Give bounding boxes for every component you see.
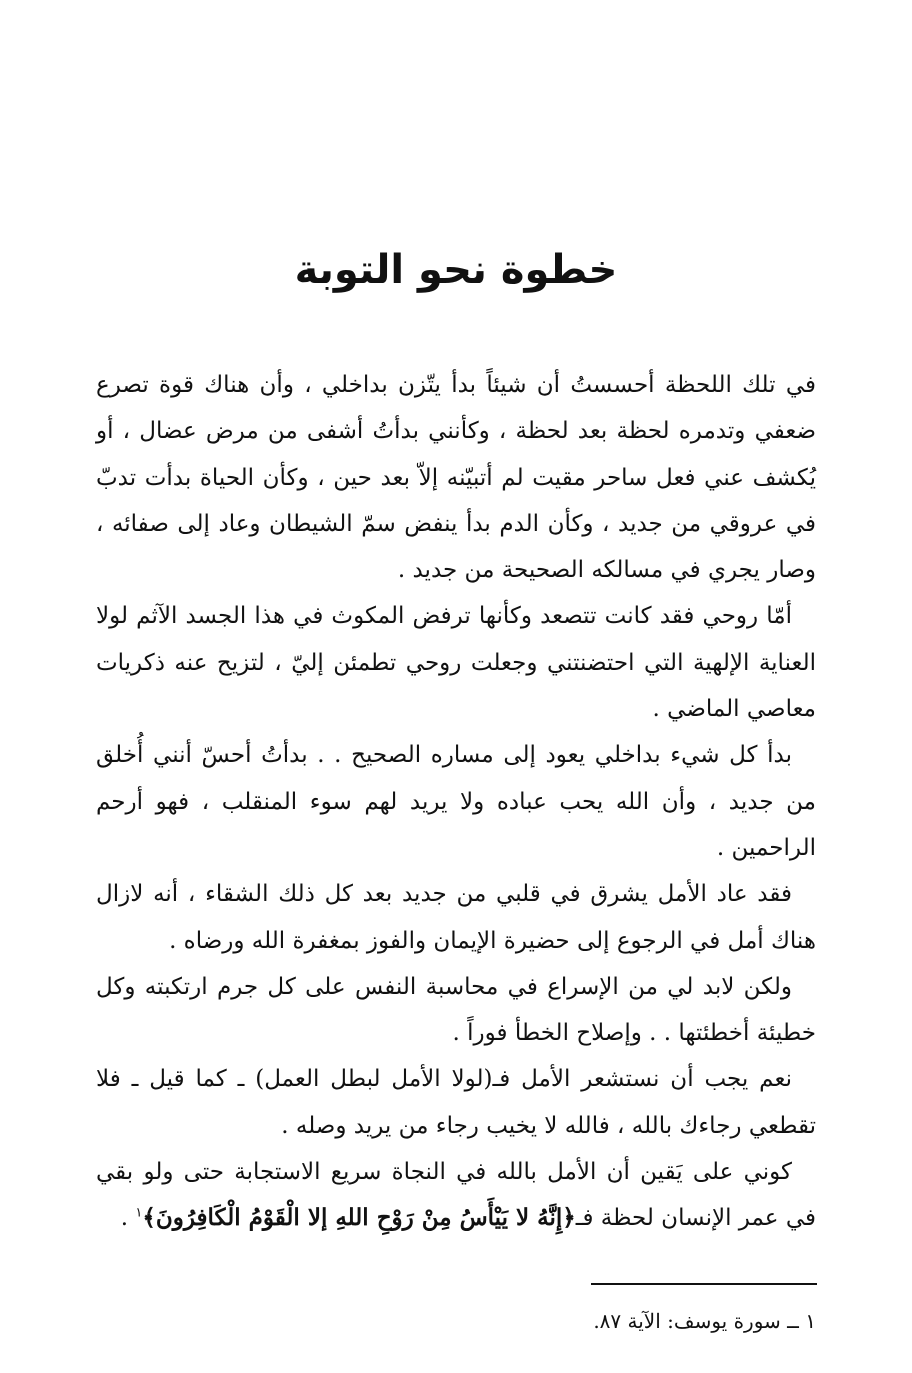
paragraph: في تلك اللحظة أحسستُ أن شيئاً بدأ يتّزن بداخلي ، وأن هناك قوة تصرع ضعفي وتدمره لحظة بعد لحظة ، وكأنني بدأتُ أشفى من مرض عضال ، أو يُكشف عني فعل ساحر مقيت لم أتبيّنه إلاّ بعد حين ، وكأن الحياة بدأت تدبّ في عروقي من جديد ، وكأن الدم بدأ ينفض سمّ الشيطان وعاد إلى صفائه ، وصار يجري في مسالكه الصحيحة من جديد . <box>96 372 816 584</box>
paragraph-last <box>96 1149 816 1242</box>
paragraph: بدأ كل شيء بداخلي يعود إلى مساره الصحيح . . بدأتُ أحسّ أنني أُخلق من جديد ، وأن الله يحب عباده ولا يريد لهم سوء المنقلب ، فهو أرحم الراحمين . <box>96 742 816 861</box>
paragraph-last-text: كوني على يَقين أن الأمل بالله في النجاة سريع الاستجابة حتى ولو بقي في عمر الإنسان لحظة فـ <box>96 1159 816 1232</box>
chapter-body <box>96 362 816 1242</box>
chapter-title: خطوة نحو التوبة <box>294 247 618 293</box>
quran-verse: ﴿إِنَّهُ لا يَيْأَسُ مِنْ رَوْحِ اللهِ إلا الْقَوْمُ الْكَافِرُونَ﴾ <box>142 1204 576 1232</box>
footnote-divider <box>591 1283 817 1285</box>
footnote: ١ ــ سورة يوسف: الآية ٨٧. <box>593 1309 816 1333</box>
paragraph: أمّا روحي فقد كانت تتصعد وكأنها ترفض المكوث في هذا الجسد الآثم لولا العناية الإلهية التي احتضنتني وجعلت روحي تطمئن إليّ ، لتزيح عنه ذكريات معاصي الماضي . <box>96 603 816 723</box>
footnote-marker: ١ <box>135 1205 143 1221</box>
paragraph: نعم يجب أن نستشعر الأمل فـ(لولا الأمل لبطل العمل) ـ كما قيل ـ فلا تقطعي رجاءك بالله ، فالله لا يخيب رجاء من يريد وصله . <box>96 1066 816 1139</box>
paragraph: فقد عاد الأمل يشرق في قلبي من جديد بعد كل ذلك الشقاء ، أنه لازال هناك أمل في الرجوع إلى حضيرة الإيمان والفوز بمغفرة الله ورضاه . <box>96 881 816 954</box>
paragraph-end: . <box>120 1205 136 1232</box>
paragraph: ولكن لابد لي من الإسراع في محاسبة النفس على كل جرم ارتكبته وكل خطيئة أخطئتها . . وإصلاح الخطأ فوراً . <box>96 973 816 1047</box>
